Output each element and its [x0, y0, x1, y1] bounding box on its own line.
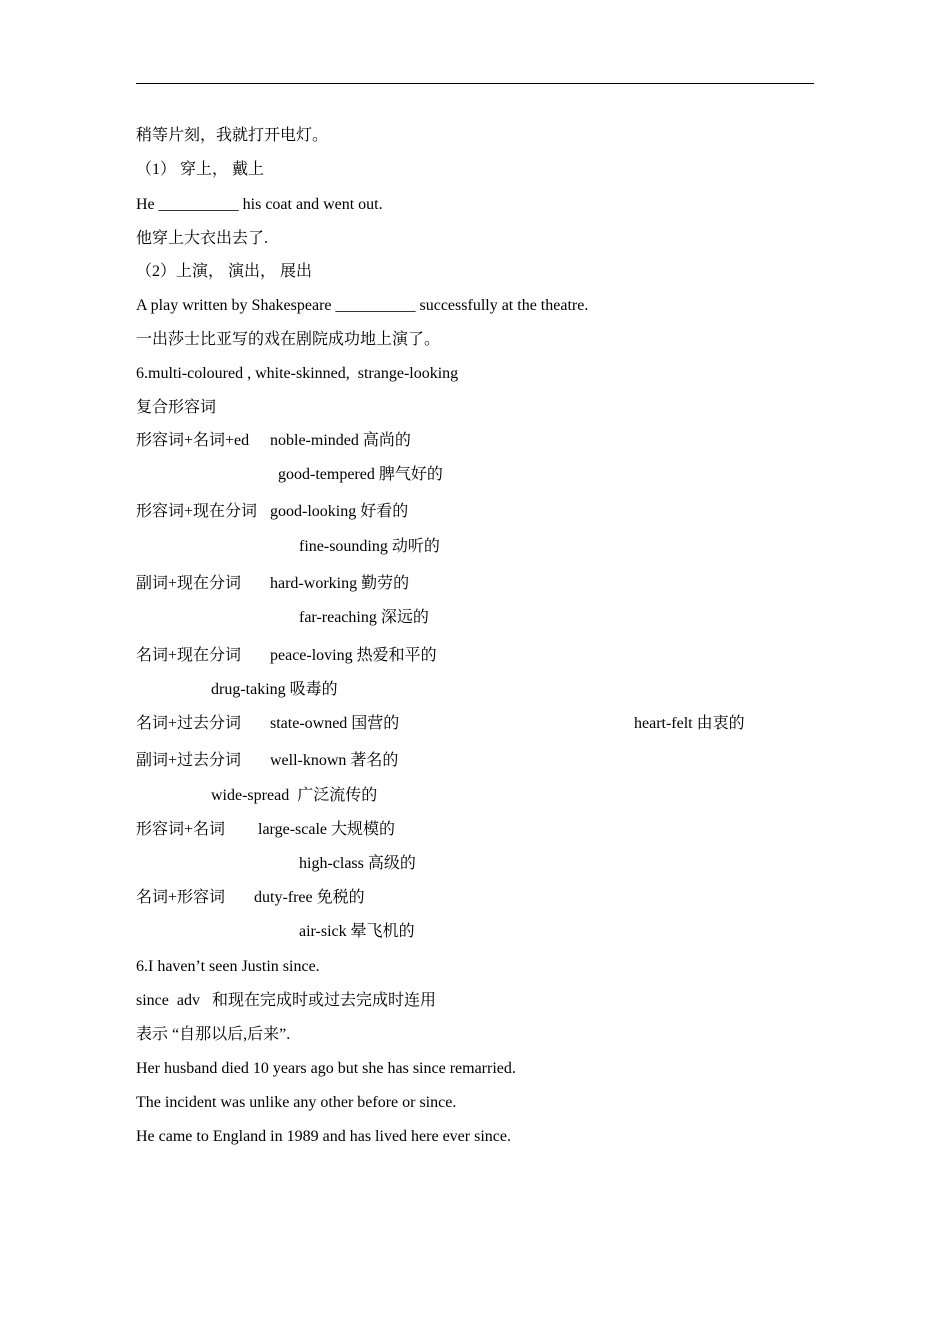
section-heading: 6.multi-coloured , white-skinned, strange-looking	[136, 365, 459, 382]
pattern-label: 形容词+名词	[136, 821, 226, 838]
text-line: （1） 穿上， 戴上	[136, 161, 265, 178]
text-line: He __________ his coat and went out.	[136, 196, 383, 213]
example-word: heart-felt 由衷的	[634, 715, 745, 732]
example-word: hard-working 勤劳的	[270, 575, 410, 592]
example-word: peace-loving 热爱和平的	[270, 647, 437, 664]
example-sentence: The incident was unlike any other before or since.	[136, 1094, 457, 1111]
text-line: （2）上演， 演出， 展出	[136, 263, 313, 280]
pattern-label: 形容词+现在分词	[136, 503, 258, 520]
example-word: drug-taking 吸毒的	[211, 681, 338, 698]
example-word: state-owned 国营的	[270, 715, 400, 732]
text-line: since adv 和现在完成时或过去完成时连用	[136, 992, 436, 1009]
header-rule	[136, 83, 814, 84]
text-line: 一出莎士比亚写的戏在剧院成功地上演了。	[136, 331, 441, 348]
text-line: 复合形容词	[136, 399, 217, 416]
example-word: wide-spread 广泛流传的	[211, 787, 378, 804]
pattern-label: 名词+过去分词	[136, 715, 242, 732]
example-sentence: He came to England in 1989 and has lived here ever since.	[136, 1128, 511, 1145]
example-word: large-scale 大规模的	[258, 821, 395, 838]
example-word: fine-sounding 动听的	[299, 538, 440, 555]
pattern-label: 名词+形容词	[136, 889, 226, 906]
pattern-label: 副词+过去分词	[136, 752, 242, 769]
example-word: good-tempered 脾气好的	[278, 466, 443, 483]
example-word: good-looking 好看的	[270, 503, 409, 520]
text-line: 他穿上大衣出去了.	[136, 230, 269, 247]
example-word: far-reaching 深远的	[299, 609, 429, 626]
pattern-label: 副词+现在分词	[136, 575, 242, 592]
pattern-label: 名词+现在分词	[136, 647, 242, 664]
example-word: well-known 著名的	[270, 752, 399, 769]
example-word: high-class 高级的	[299, 855, 416, 872]
section-heading: 6.I haven’t seen Justin since.	[136, 958, 320, 975]
example-word: duty-free 免税的	[254, 889, 365, 906]
text-line: 稍等片刻，我就打开电灯。	[136, 127, 329, 144]
example-word: air-sick 晕飞机的	[299, 923, 415, 940]
text-line: 表示 “自那以后,后来”.	[136, 1026, 291, 1043]
example-sentence: Her husband died 10 years ago but she has since remarried.	[136, 1060, 516, 1077]
pattern-label: 形容词+名词+ed	[136, 432, 250, 449]
example-word: noble-minded 高尚的	[270, 432, 411, 449]
text-line: A play written by Shakespeare __________ successfully at the theatre.	[136, 297, 589, 314]
